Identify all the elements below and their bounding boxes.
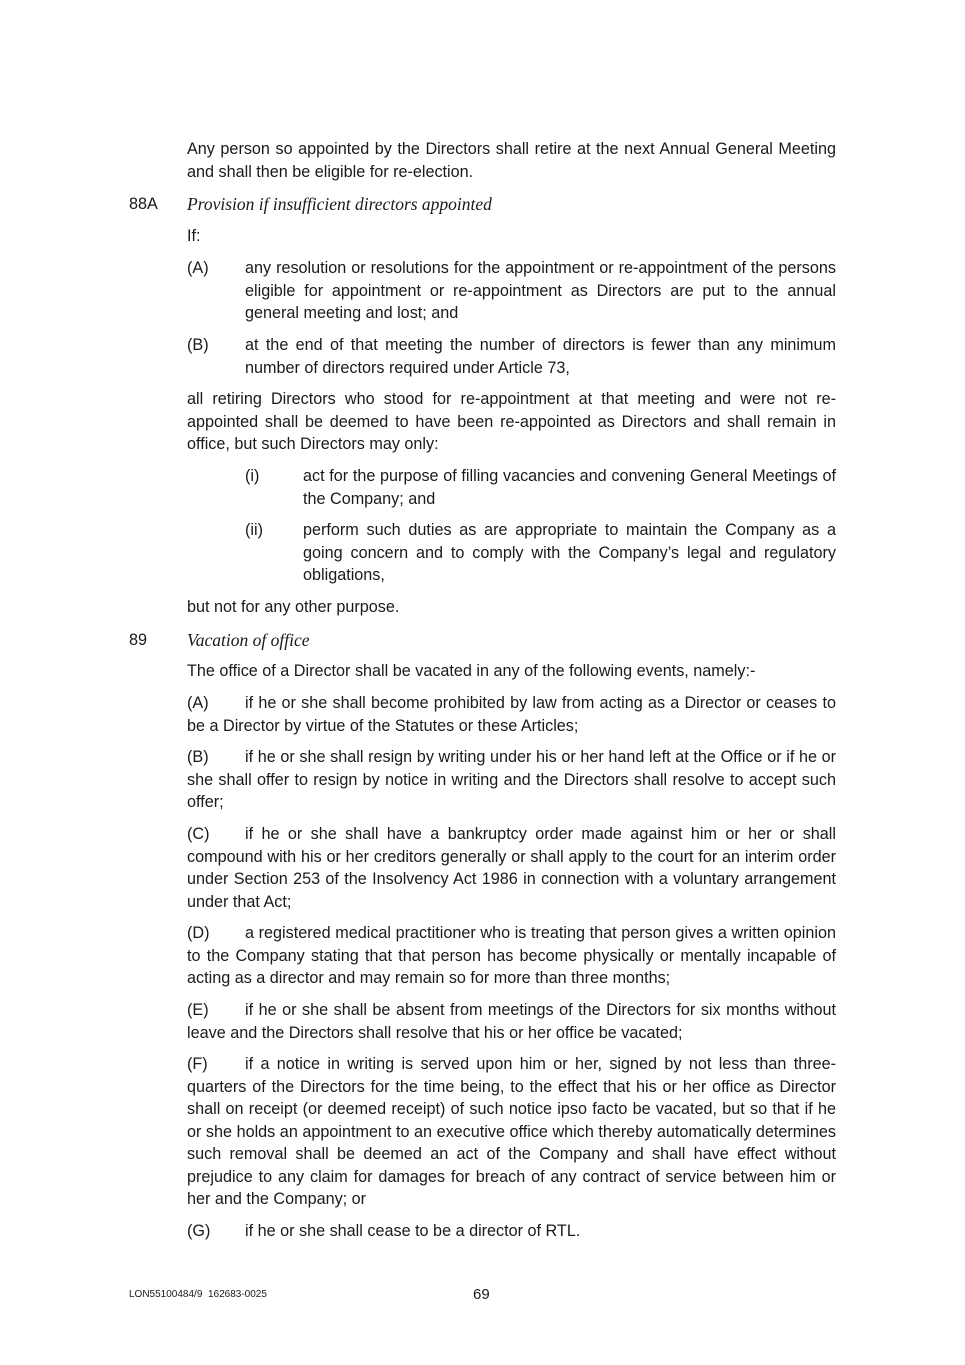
section-number-88a: 88A (129, 195, 158, 213)
item-text: if he or she shall resign by writing under his or her hand left at the Office or if he or she shall offer to resign by notice in writing and the Directors shall resolve to accept such offer; (187, 748, 836, 811)
item-text: if he or she shall have a bankruptcy order made against him or her or shall compound with his or her creditors generally or shall apply to the court for an interim order under Section 253 of the Insolvency Act 1986 in connection with a voluntary arrangement under that Act; (187, 825, 836, 911)
list-item (187, 999, 836, 1044)
item-text: if he or she shall be absent from meetings of the Directors for six months without leave and the Directors shall resolve that his or her office be vacated; (187, 1001, 836, 1042)
item-text: at the end of that meeting the number of directors is fewer than any minimum number of directors required under Article 73, (245, 336, 836, 377)
section-number-89: 89 (129, 631, 148, 649)
page-number: 69 (473, 1286, 490, 1303)
subitem-label: (ii) (245, 521, 263, 539)
subitem-label: (i) (245, 467, 260, 485)
item-label: (B) (187, 336, 209, 354)
item-text: if he or she shall become prohibited by law from acting as a Director or ceases to be a Director by virtue of the Statutes or these Articles; (187, 694, 836, 735)
list-item (187, 1053, 836, 1211)
item-label: (A) (187, 259, 209, 277)
section-89-lead: The office of a Director shall be vacated in any of the following events, namely:- (187, 662, 756, 680)
section-heading-88a: Provision if insufficient directors appointed (187, 194, 492, 214)
item-label: (B) (187, 748, 209, 766)
list-item (187, 1220, 836, 1243)
item-label: (E) (187, 1001, 209, 1019)
item-label: (F) (187, 1055, 208, 1073)
item-text: any resolution or resolutions for the appointment or re-appointment of the persons eligible for appointment or re-appointment as Directors are put to the annual general meeting and lost; and (245, 259, 836, 322)
item-text: a registered medical practitioner who is treating that person gives a written opinion to the Company stating that that person has become physically or mentally incapable of acting as a director and may remain so for more than three months; (187, 924, 836, 987)
item-label: (C) (187, 825, 210, 843)
list-item (187, 692, 836, 737)
item-text: if a notice in writing is served upon him or her, signed by not less than three-quarters of the Directors for the time being, to the effect that his or her office as Director shall on receipt (or deemed receipt) of such notice ipso facto be vacated, but so that if he or she holds an appointment to an executive office which thereby automatically determines such removal shall be deemed an act of the Company and shall have effect without prejudice to any claim for damages for breach of any contract of service between him or her and the Company; or (187, 1055, 836, 1208)
item-label: (A) (187, 694, 209, 712)
intro-paragraph: Any person so appointed by the Directors shall retire at the next Annual General Meeting and shall then be eligible for re-election. (187, 140, 836, 181)
section-88a-continuation: all retiring Directors who stood for re-appointment at that meeting and were not re-appointed shall be deemed to have been re-appointed as Directors and shall remain in office, but such Directors may only: (187, 390, 836, 453)
list-item (187, 823, 836, 913)
subitem-text: act for the purpose of filling vacancies and convening General Meetings of the Company; and (303, 467, 836, 508)
subitem-text: perform such duties as are appropriate to maintain the Company as a going concern and to comply with the Company’s legal and regulatory obligations, (303, 521, 836, 584)
item-label: (G) (187, 1222, 211, 1240)
section-88a-lead: If: (187, 227, 201, 245)
list-item (187, 922, 836, 990)
item-label: (D) (187, 924, 210, 942)
section-88a-closing: but not for any other purpose. (187, 598, 400, 616)
section-heading-89: Vacation of office (187, 630, 310, 650)
document-reference: LON55100484/9 162683-0025 (129, 1289, 267, 1300)
list-item (187, 746, 836, 814)
item-text: if he or she shall cease to be a director of RTL. (245, 1222, 581, 1240)
